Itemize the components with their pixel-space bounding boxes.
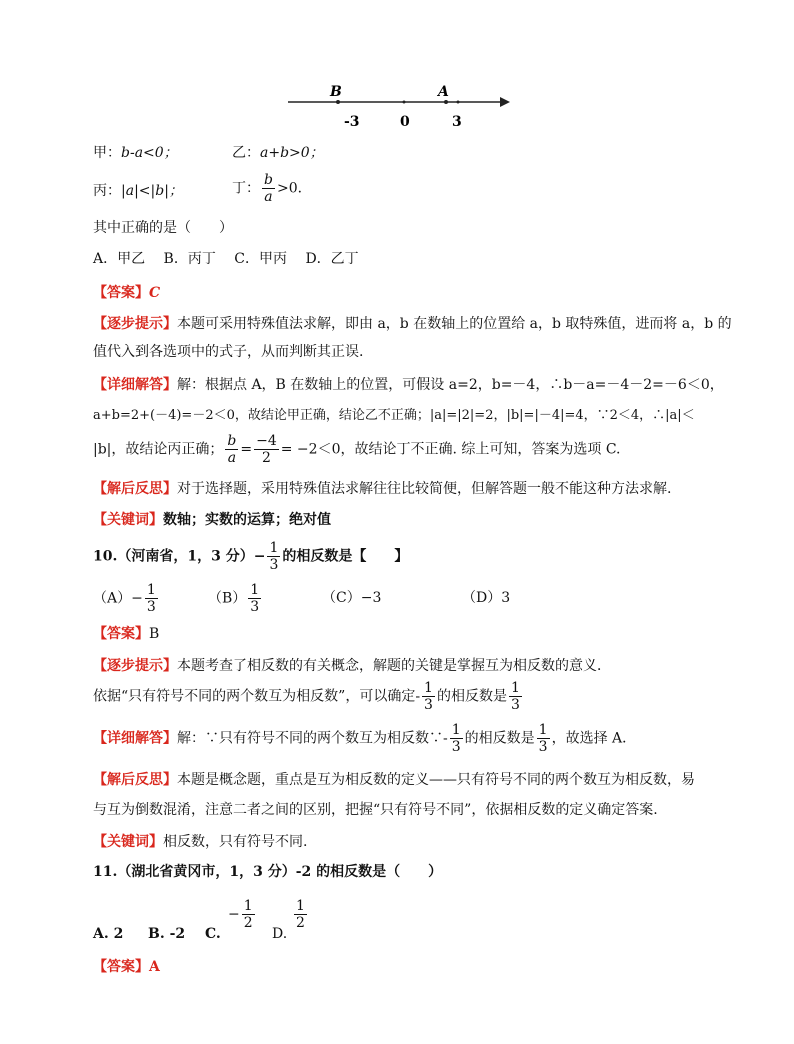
answer-tag: 【答案】 <box>93 959 149 975</box>
fraction-denominator: 3 <box>424 697 433 713</box>
hint-text: 本题考查了相反数的有关概念，解题的关键是掌握互为相反数的意义． <box>177 658 611 674</box>
hint-text-cont: 值代入到各选项中的式子，从而判断其正误. <box>93 344 364 360</box>
statement-yi-label: 乙： <box>232 145 260 161</box>
q11-option-d-value <box>292 898 309 931</box>
tick-label-3: 3 <box>452 114 462 130</box>
fraction-numerator: 1 <box>269 540 279 556</box>
statement-bing <box>93 181 183 201</box>
tick-label-neg3: -3 <box>344 114 360 130</box>
statement-yi-expr: a+b>0； <box>260 145 324 161</box>
point-a-label: A <box>438 84 449 100</box>
q10-option-a <box>93 582 160 615</box>
detail-fraction-row <box>93 433 621 466</box>
fraction-numerator: 1 <box>424 680 433 696</box>
answer-tag: 【答案】 <box>93 285 149 301</box>
statement-jia-expr: b-a<0； <box>121 145 178 161</box>
q10-option-a-label: （A）− <box>93 590 143 607</box>
question-options: A．甲乙 B．丙丁 C．甲丙 D．乙丁 <box>93 251 359 267</box>
tick-label-0: 0 <box>400 114 410 130</box>
keyword-tag: 【关键词】 <box>93 834 163 850</box>
fraction-one-third <box>509 680 522 713</box>
answer-value: C <box>149 285 161 301</box>
fraction-numerator: 1 <box>538 722 548 738</box>
q10-option-c: （C）−3 <box>322 590 382 606</box>
answer-tag: 【答案】 <box>93 626 149 642</box>
statement-ding-rest: >0． <box>276 180 312 197</box>
hint-tag: 【逐步提示】 <box>93 316 177 332</box>
fraction-denominator: a <box>262 188 275 205</box>
q10-keyword-row <box>93 832 307 852</box>
statement-jia <box>93 143 178 163</box>
q10-option-d: （D）3 <box>462 590 511 606</box>
fraction-denominator: 2 <box>296 915 305 931</box>
minus-sign: − <box>228 906 240 923</box>
detail-tag: 【详细解答】 <box>93 377 177 393</box>
detail-text-c: ，故选择 A． <box>551 730 637 747</box>
fraction-denominator: 2 <box>243 915 253 931</box>
detail-text-b: 的相反数是 <box>464 730 535 747</box>
equals-sign: = <box>240 441 253 458</box>
fraction-one-half <box>294 898 307 931</box>
q11-option-a: A. 2 <box>93 926 124 942</box>
fraction-numerator: b <box>227 433 237 449</box>
fraction-one-third <box>267 540 280 573</box>
keyword-row <box>93 510 331 530</box>
fraction-numerator: 1 <box>451 722 461 738</box>
q10-reflect-row <box>93 770 695 790</box>
reflect-text-cont: 与互为倒数混淆，注意二者之间的区别，把握“只有符号不同”，依据相反数的定义确定答案. <box>93 802 658 818</box>
statement-yi <box>232 143 324 163</box>
keyword-text: 数轴；实数的运算；绝对值 <box>163 512 331 528</box>
basis-text-b: 的相反数是 <box>436 688 507 705</box>
hint-tag: 【逐步提示】 <box>93 658 177 674</box>
fraction-denominator: 3 <box>269 557 279 573</box>
reflect-text: 本题是概念题，重点是互为相反数的定义——只有符号不同的两个数互为相反数，易 <box>177 772 695 788</box>
fraction-one-half <box>242 898 255 931</box>
q11-option-c-value <box>228 898 257 931</box>
fraction-numerator: −4 <box>256 433 277 449</box>
fraction-numerator: 1 <box>146 582 156 598</box>
fraction-b-over-a <box>262 172 275 205</box>
detail-tag: 【详细解答】 <box>93 730 177 747</box>
answer-value: B <box>149 626 160 642</box>
reflect-row <box>93 479 671 499</box>
answer-value: A <box>149 959 160 975</box>
detail-text-cont: a+b=2+(－4)=－2＜0，故结论甲正确，结论乙不正确；|a|=|2|=2，|b|=|－4|=4，∵2＜4，∴|a|＜ <box>93 408 695 423</box>
reflect-tag: 【解后反思】 <box>93 481 177 497</box>
fraction-denominator: 3 <box>250 599 260 615</box>
fraction-denominator: 3 <box>510 697 520 713</box>
fraction-numerator: 1 <box>250 582 260 598</box>
fraction-denominator: 3 <box>146 599 156 615</box>
detail-text-a: |b|，故结论丙正确； <box>93 441 224 458</box>
q11-stem: 11.（湖北省黄冈市，1，3 分）-2 的相反数是（ ） <box>93 864 443 880</box>
fraction-denominator: a <box>225 449 238 466</box>
fraction-neg4-over-2 <box>254 433 279 466</box>
fraction-one-third <box>537 722 550 755</box>
keyword-tag: 【关键词】 <box>93 512 163 528</box>
fraction-b-over-a-detail <box>225 433 238 466</box>
fraction-numerator: 1 <box>296 898 305 914</box>
detail-text: 解：根据点 A，B 在数轴上的位置，可假设 a=2，b=－4，∴b－a=－4－2=－6＜0， <box>177 377 724 393</box>
fraction-one-third <box>450 722 463 755</box>
q10-option-b-label: （B） <box>208 590 247 607</box>
fraction-denominator: 3 <box>451 739 461 755</box>
q10-hint-row <box>93 656 611 676</box>
statement-ding <box>232 172 312 205</box>
q10-stem-a: 10.（河南省，1，3 分）− <box>93 548 266 565</box>
hint-text: 本题可采用特殊值法求解，即由 a，b 在数轴上的位置给 a，b 取特殊值，进而将 a，b 的 <box>177 316 732 332</box>
q11-answer-row <box>93 957 160 977</box>
question-prompt: 其中正确的是（ ） <box>93 220 233 236</box>
fraction-denominator: 3 <box>538 739 548 755</box>
reflect-text: 对于选择题，采用特殊值法求解往往比较简便，但解答题一般不能这种方法求解. <box>177 481 672 497</box>
point-b-label: B <box>330 84 342 100</box>
keyword-text: 相反数，只有符号不同. <box>163 834 308 850</box>
statement-jia-label: 甲： <box>93 145 121 161</box>
fraction-one-third <box>145 582 158 615</box>
q11-option-b: B. -2 <box>148 926 186 942</box>
detail-text-b: = −2＜0，故结论丁不正确. 综上可知，答案为选项 C. <box>280 441 621 458</box>
q10-option-b <box>208 582 263 615</box>
q11-option-c <box>205 924 221 944</box>
detail-row <box>93 375 724 395</box>
basis-text-a: 依据“只有符号不同的两个数互为相反数”，可以确定- <box>93 688 421 705</box>
statement-ding-label: 丁： <box>232 180 260 197</box>
fraction-one-third <box>422 680 435 713</box>
q10-stem-b: 的相反数是【 】 <box>282 548 409 565</box>
fraction-one-third <box>248 582 261 615</box>
q10-basis-row <box>93 680 524 713</box>
fraction-denominator: 2 <box>254 449 279 466</box>
statement-bing-label: 丙： <box>93 183 121 199</box>
statement-bing-expr: |a|<|b|； <box>121 183 183 199</box>
fraction-numerator: 1 <box>243 898 253 914</box>
reflect-tag: 【解后反思】 <box>93 772 177 788</box>
q11-option-d: D. <box>272 926 288 942</box>
fraction-numerator: b <box>264 172 273 188</box>
q10-answer-row <box>93 624 159 644</box>
q11-option-c-label: C. <box>205 926 221 942</box>
answer-row <box>93 283 160 303</box>
number-line-figure <box>280 80 520 132</box>
fraction-numerator: 1 <box>510 680 520 696</box>
q10-detail-row <box>93 722 636 755</box>
detail-text-a: 解：∵只有符号不同的两个数互为相反数∵- <box>177 730 448 747</box>
hint-row <box>93 314 732 334</box>
q10-stem <box>93 540 408 573</box>
